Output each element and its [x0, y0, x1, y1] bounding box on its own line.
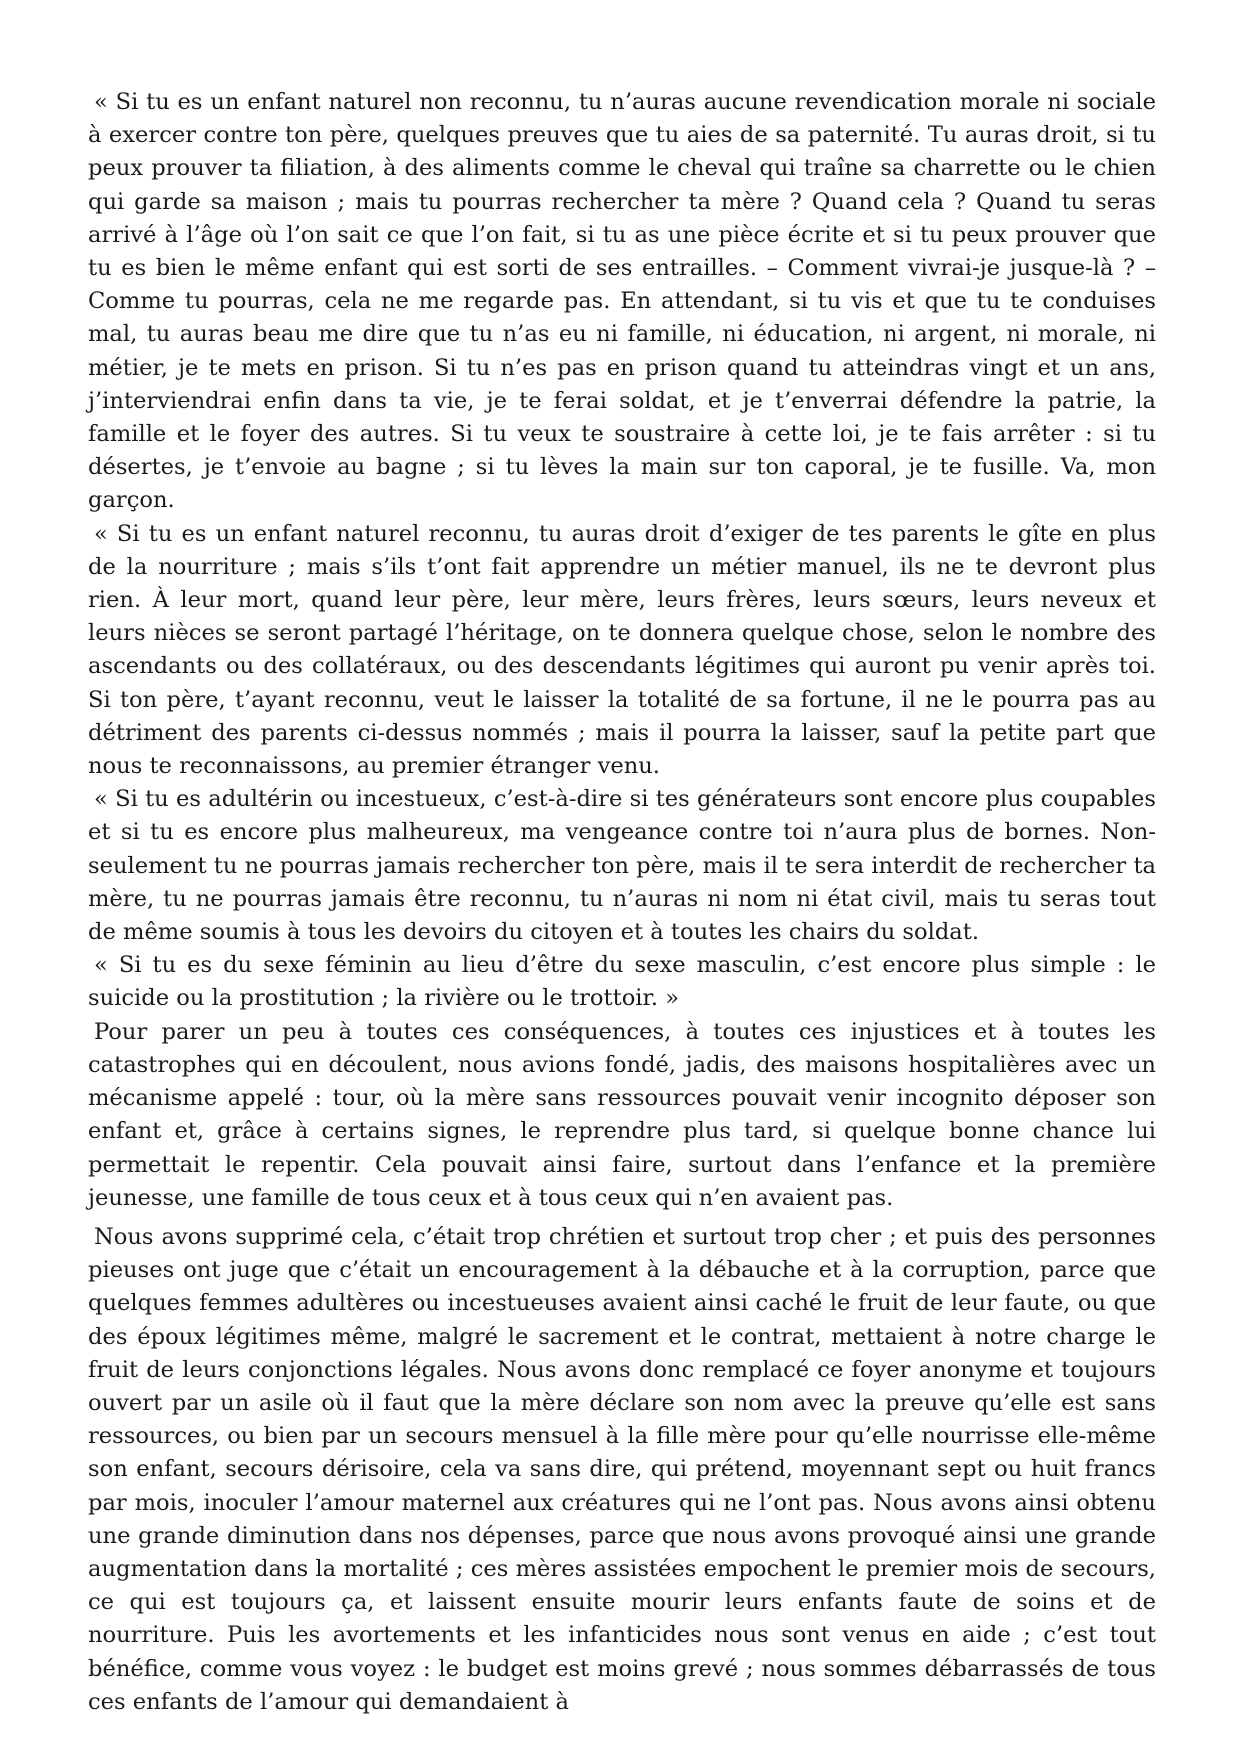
paragraph-2: « Si tu es un enfant naturel reconnu, tu auras droit d’exiger de tes parents le gîte en plus de la nourriture ; mais s’ils t’ont fait apprendre un métier manuel, ils ne te devront plus rien. À leur mort, quand leur père, leur mère, leurs frères, leurs sœurs, leurs neveux et leurs nièces se seront partagé l’héritage, on te donnera quelque chose, selon le nombre des ascendants ou des collatéraux, ou des descendants légitimes qui auront pu venir après toi. Si ton père, t’ayant reconnu, veut le laisser la totalité de sa fortune, il ne le pourra pas au détriment des parents ci-dessus nommés ; mais il pourra la laisser, sauf la petite part que nous te reconnaissons, au premier étranger venu.	[88, 520, 1156, 780]
document-page	[88, 86, 1156, 1719]
paragraph-6: Nous avons supprimé cela, c’était trop chrétien et surtout trop cher ; et puis des personnes pieuses ont juge que c’était un encouragement à la débauche et à la corruption, parce que quelques femmes adultères ou incestueuses avaient ainsi caché le fruit de leur faute, ou que des époux légitimes même, malgré le sacrement et le contrat, mettaient à notre charge le fruit de leurs conjonctions légales. Nous avons donc remplacé ce foyer anonyme et toujours ouvert par un asile où il faut que la mère déclare son nom avec la preuve qu’elle est sans ressources, ou bien par un secours mensuel à la fille mère pour qu’elle nourrisse elle-même son enfant, secours dérisoire, cela va sans dire, qui prétend, moyennant sept ou huit francs par mois, inoculer l’amour maternel aux créatures qui ne l’ont pas. Nous avons ainsi obtenu une grande diminution dans nos dépenses, parce que nous avons provoqué ainsi une grande augmentation dans la mortalité ; ces mères assistées empochent le premier mois de secours, ce qui est toujours ça, et laissent ensuite mourir leurs enfants faute de soins et de nourriture. Puis les avortements et les infanticides nous sont venus en aide ; c’est tout bénéfice, comme vous voyez : le budget est moins grevé ; nous sommes débarrassés de tous ces enfants de l’amour qui demandaient à	[88, 1223, 1156, 1715]
paragraph-4: « Si tu es du sexe féminin au lieu d’être du sexe masculin, c’est encore plus simple : le suicide ou la prostitution ; la rivière ou le trottoir. »	[88, 952, 1156, 1012]
paragraph-5: Pour parer un peu à toutes ces conséquences, à toutes ces injustices et à toutes les catastrophes qui en découlent, nous avions fondé, jadis, des maisons hospitalières avec un mécanisme appelé : tour, où la mère sans ressources pouvait venir incognito déposer son enfant et, grâce à certains signes, le reprendre plus tard, si quelque bonne chance lui permettait le repentir. Cela pouvait ainsi faire, surtout dans l’enfance et la première jeunesse, une famille de tous ceux et à tous ceux qui n’en avaient pas.	[88, 1018, 1156, 1211]
paragraph-1: « Si tu es un enfant naturel non reconnu, tu n’auras aucune revendication morale ni sociale à exercer contre ton père, quelques preuves que tu aies de sa paternité. Tu auras droit, si tu peux prouver ta filiation, à des aliments comme le cheval qui traîne sa charrette ou le chien qui garde sa maison ; mais tu pourras rechercher ta mère ? Quand cela ? Quand tu seras arrivé à l’âge où l’on sait ce que l’on fait, si tu as une pièce écrite et si tu peux prouver que tu es bien le même enfant qui est sorti de ses entrailles. – Comment vivrai-je jusque-là ? – Comme tu pourras, cela ne me regarde pas. En attendant, si tu vis et que tu te conduises mal, tu auras beau me dire que tu n’as eu ni famille, ni éducation, ni argent, ni morale, ni métier, je te mets en prison. Si tu n’es pas en prison quand tu atteindras vingt et un ans, j’interviendrai enfin dans ta vie, je te ferai soldat, et je t’enverrai défendre la patrie, la famille et le foyer des autres. Si tu veux te soustraire à cette loi, je te fais arrêter : si tu désertes, je t’envoie au bagne ; si tu lèves la main sur ton caporal, je te fusille. Va, mon garçon.	[88, 89, 1156, 514]
paragraph-3: « Si tu es adultérin ou incestueux, c’est-à-dire si tes générateurs sont encore plus coupables et si tu es encore plus malheureux, ma vengeance contre toi n’aura plus de bornes. Non-seulement tu ne pourras jamais rechercher ton père, mais il te sera interdit de rechercher ta mère, tu ne pourras jamais être reconnu, tu n’auras ni nom ni état civil, mais tu seras tout de même soumis à tous les devoirs du citoyen et à toutes les chairs du soldat.	[88, 786, 1156, 946]
